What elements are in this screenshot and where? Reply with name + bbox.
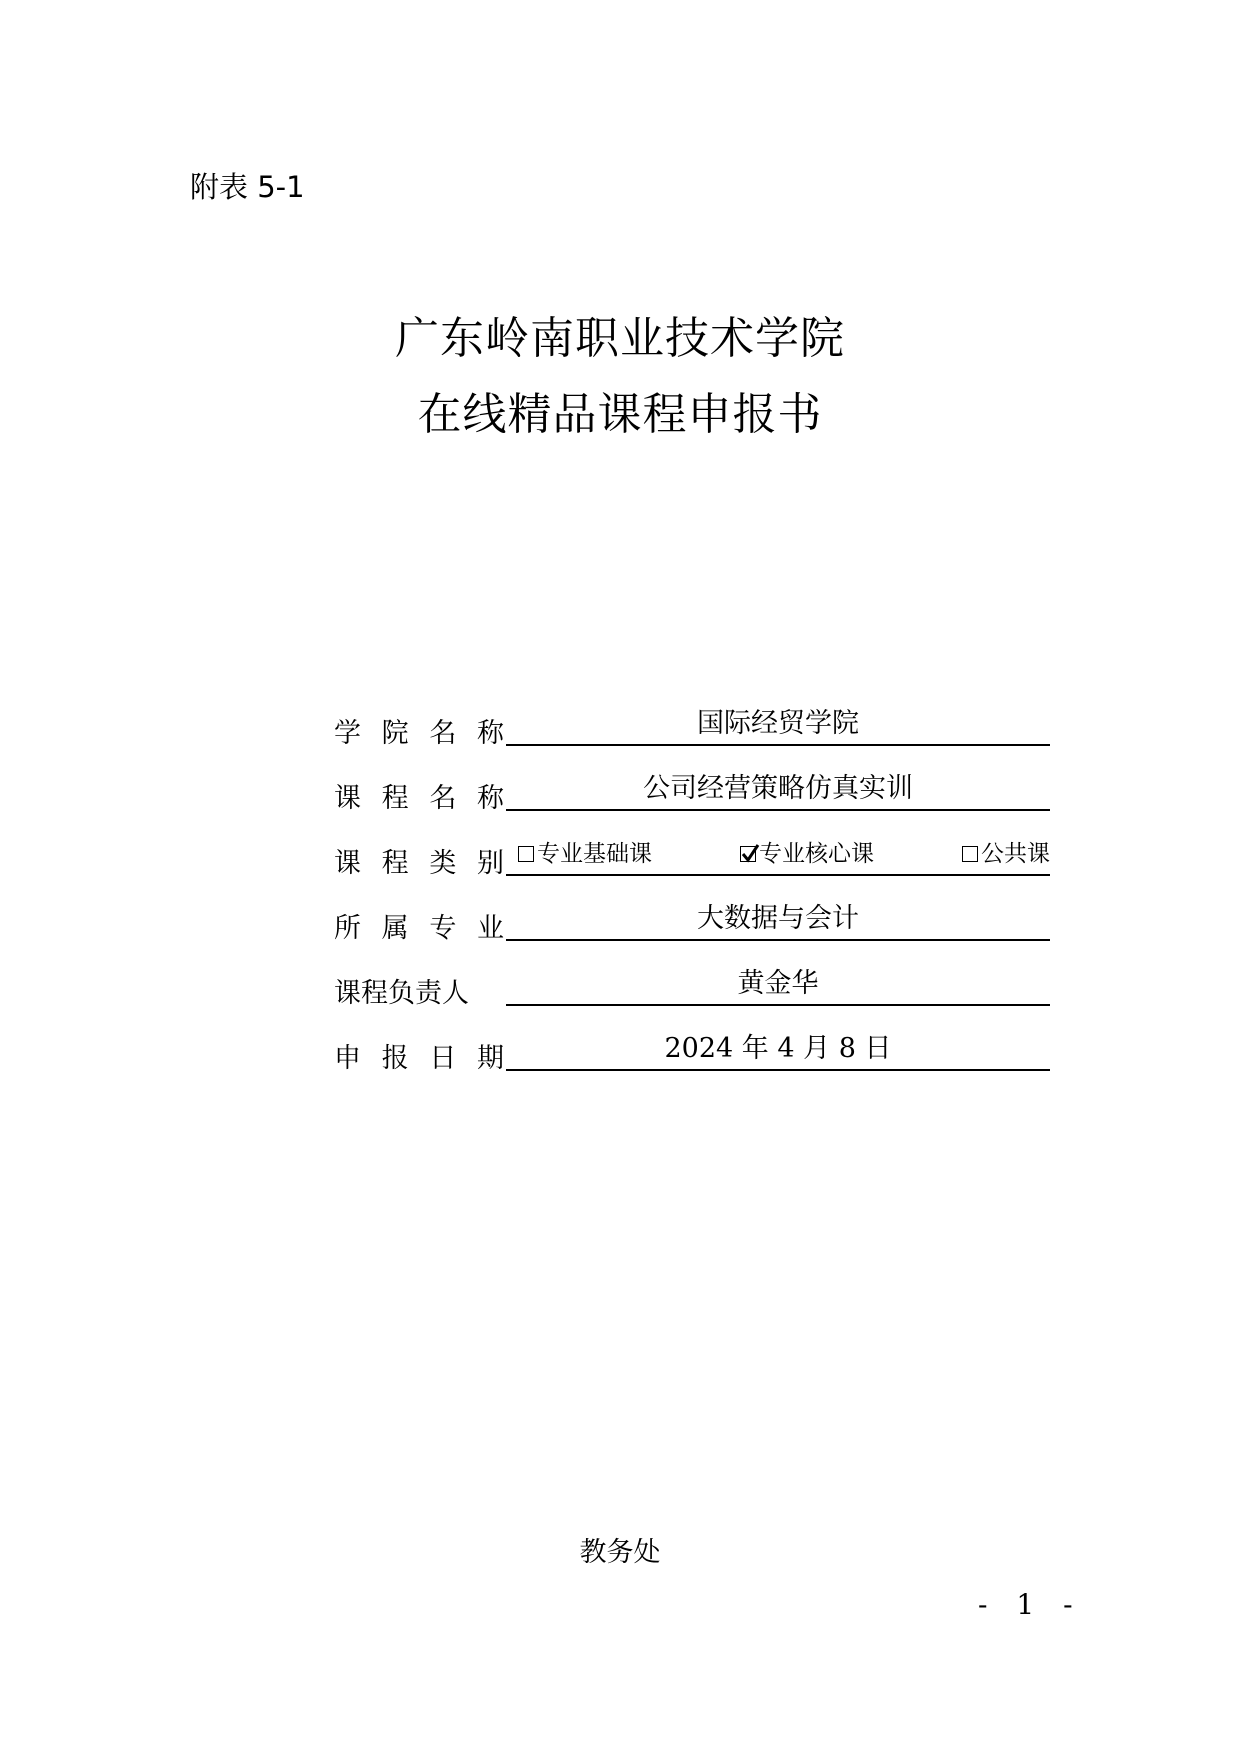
option-core-course[interactable]: 专业核心课 — [740, 834, 874, 874]
major-label: 所 属 专 业 — [334, 913, 504, 944]
course-type-options — [506, 830, 1050, 876]
form-row-course-name — [334, 765, 1050, 830]
option-basic-course[interactable]: 专业基础课 — [518, 834, 652, 874]
course-name-label: 课 程 名 称 — [334, 783, 504, 814]
issuing-office: 教务处 — [579, 1537, 661, 1568]
document-title-line-2: 在线精品课程申报书 — [417, 389, 823, 440]
application-form — [334, 700, 1050, 1090]
form-row-college — [334, 700, 1050, 765]
college-field: 国际经贸学院 — [506, 700, 1050, 746]
course-name-field: 公司经营策略仿真实训 — [506, 765, 1050, 811]
form-row-leader — [334, 960, 1050, 1025]
form-row-course-type — [334, 830, 1050, 895]
checked-box-icon[interactable] — [740, 846, 756, 862]
course-type-label: 课 程 类 别 — [334, 848, 504, 879]
option-public-course[interactable]: 公共课 — [962, 834, 1050, 874]
document-title-line-1: 广东岭南职业技术学院 — [395, 313, 845, 364]
unchecked-box-icon[interactable] — [962, 846, 978, 862]
leader-field: 黄金华 — [506, 960, 1050, 1006]
page-number: - 1 - — [978, 1588, 1083, 1621]
college-label: 学 院 名 称 — [334, 718, 504, 749]
date-label: 申 报 日 期 — [334, 1043, 504, 1074]
form-row-major — [334, 895, 1050, 960]
date-field: 2024 年 4 月 8 日 — [506, 1025, 1050, 1071]
unchecked-box-icon[interactable] — [518, 846, 534, 862]
annex-label: 附表 5-1 — [190, 170, 305, 204]
form-row-date — [334, 1025, 1050, 1090]
leader-label: 课程负责人 — [334, 978, 469, 1009]
major-field: 大数据与会计 — [506, 895, 1050, 941]
